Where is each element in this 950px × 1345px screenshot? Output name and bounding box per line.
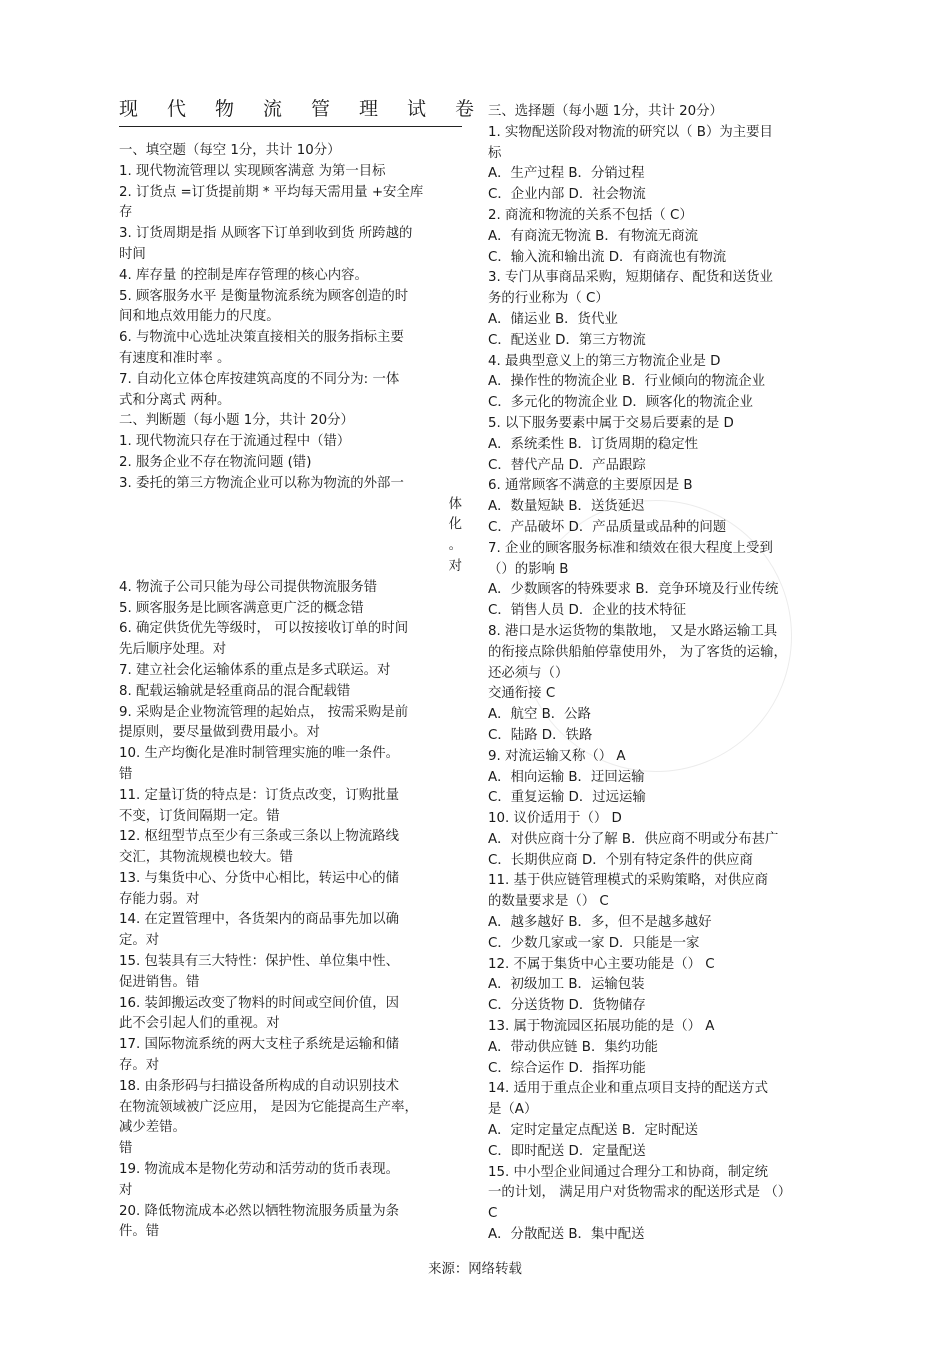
text-line: 对 <box>448 558 462 574</box>
text-line: 1. 现代物流管理以 实现顾客满意 为第一目标 <box>119 163 386 179</box>
text-line: 二、判断题（每小题 1分，共计 20分） <box>119 413 354 429</box>
text-line: 存 <box>119 205 133 221</box>
text-line: 2. 服务企业不存在物流问题 (错) <box>119 454 312 470</box>
text-line: 14. 在定置管理中，各货架内的商品事先加以确 <box>119 912 399 928</box>
text-line: 16. 装卸搬运改变了物料的时间或空间价值，因 <box>119 995 399 1011</box>
right-column <box>488 92 833 1246</box>
source-footer: 来源：网络转载 <box>428 1262 522 1277</box>
text-line: 标 <box>488 145 502 161</box>
text-line: C．分送货物 D．货物储存 <box>488 998 646 1014</box>
text-line: A．数量短缺 B．送货延迟 <box>488 499 645 515</box>
text-line: 件。错 <box>119 1224 160 1240</box>
text-line: 11. 定量订货的特点是：订货点改变，订购批量 <box>119 787 399 803</box>
text-line: 对 <box>119 1182 133 1198</box>
text-line: A．少数顾客的特殊要求 B．竞争环境及行业传统 <box>488 582 779 598</box>
text-line: 10. 生产均衡化是准时制管理实施的唯一条件。 <box>119 746 399 762</box>
text-line: 体 <box>448 496 462 512</box>
text-line: 促进销售。错 <box>119 974 200 990</box>
text-line: 4. 库存量 的控制是库存管理的核心内容。 <box>119 267 368 283</box>
text-line: 先后顺序处理。对 <box>119 642 227 658</box>
text-line: 5. 以下服务要素中属于交易后要素的是 D <box>488 415 734 431</box>
text-line: 11. 基于供应链管理模式的采购策略，对供应商 <box>488 873 768 889</box>
text-line: 存能力弱。对 <box>119 891 200 907</box>
text-line: C．重复运输 D．过远运输 <box>488 790 646 806</box>
text-line: A．航空 B．公路 <box>488 707 591 723</box>
text-line: 时间 <box>119 246 146 262</box>
text-line: 定。对 <box>119 933 160 949</box>
text-line: C．替代产品 D．产品跟踪 <box>488 457 646 473</box>
text-line: C <box>488 1206 498 1222</box>
text-line: A．越多越好 B．多，但不是越多越好 <box>488 915 712 931</box>
title-underline <box>119 126 462 127</box>
text-line: C．少数几家或一家 D．只能是一家 <box>488 935 700 951</box>
text-line: 不变，订货间隔期一定。错 <box>119 808 280 824</box>
text-line: 8. 港口是水运货物的集散地， 又是水路运输工具 <box>488 623 778 639</box>
text-line: 交汇，其物流规模也较大。错 <box>119 850 294 866</box>
left-column <box>119 92 504 1243</box>
text-line: 14. 适用于重点企业和重点项目支持的配送方式 <box>488 1081 768 1097</box>
text-line: C．多元化的物流企业 D．顾客化的物流企业 <box>488 395 753 411</box>
right-question-block <box>488 102 833 1246</box>
text-line: 提原则，要尽量做到费用最小。对 <box>119 725 320 741</box>
text-line: 17. 国际物流系统的两大支柱子系统是运输和储 <box>119 1037 399 1053</box>
text-line: 7. 建立社会化运输体系的重点是多式联运。对 <box>119 662 391 678</box>
text-line: A．储运业 B．货代业 <box>488 311 618 327</box>
text-line: 1. 现代物流只存在于流通过程中（错） <box>119 434 351 450</box>
text-line: A．生产过程 B．分销过程 <box>488 166 645 182</box>
text-line: 在物流领域被广泛应用， 是因为它能提高生产率， <box>119 1099 418 1115</box>
text-line: 三、选择题（每小题 1分，共计 20分） <box>488 104 723 119</box>
text-line: C．销售人员 D．企业的技术特征 <box>488 603 686 619</box>
text-line: 12. 枢纽型节点至少有三条或三条以上物流路线 <box>119 829 399 845</box>
text-line: 务的行业称为（ C） <box>488 291 609 307</box>
text-line: 18. 由条形码与扫描设备所构成的自动识别技术 <box>119 1078 399 1094</box>
text-line: 2. 商流和物流的关系不包括（ C） <box>488 207 693 223</box>
text-line: 此不会引起人们的重视。对 <box>119 1016 280 1032</box>
text-line: 化 <box>448 517 462 533</box>
text-line: 10. 议价适用于（） D <box>488 811 622 827</box>
text-line: 还必须与（） <box>488 665 569 681</box>
text-line: 存。对 <box>119 1058 160 1074</box>
text-line: 的数量要求是（） C <box>488 894 609 910</box>
text-line: 15. 包装具有三大特性：保护性、单位集中性、 <box>119 954 399 970</box>
text-line: C．综合运作 D．指挥功能 <box>488 1060 646 1076</box>
text-line: A．有商流无物流 B．有物流无商流 <box>488 228 699 244</box>
text-line: 3. 专门从事商品采购，短期储存、配货和送货业 <box>488 270 773 286</box>
text-line: C．长期供应商 D．个别有特定条件的供应商 <box>488 852 753 868</box>
text-line: C．陆路 D．铁路 <box>488 727 593 743</box>
text-line: 3. 订货周期是指 从顾客下订单到收到货 所跨越的 <box>119 226 413 242</box>
text-line: C．产品破坏 D．产品质量或品种的问题 <box>488 519 727 535</box>
text-line: 的衔接点除供船舶停靠使用外， 为了客货的运输， <box>488 644 787 660</box>
text-line: （）的影响 B <box>488 561 569 577</box>
text-line: 一、填空题（每空 1分，共计 10分） <box>119 143 341 158</box>
text-line: C．企业内部 D．社会物流 <box>488 187 646 203</box>
text-line: 间和地点效用能力的尺度。 <box>119 309 280 325</box>
text-line: 9. 对流运输又称（） A <box>488 748 626 764</box>
text-line: 19. 物流成本是物化劳动和活劳动的货币表现。 <box>119 1162 399 1178</box>
text-line: A．分散配送 B．集中配送 <box>488 1227 645 1243</box>
text-line: A．操作性的物流企业 B．行业倾向的物流企业 <box>488 374 766 390</box>
text-line: 9. 采购是企业物流管理的起始点， 按需采购是前 <box>119 704 409 720</box>
text-line: 13. 属于物流园区拓展功能的是（） A <box>488 1019 715 1035</box>
text-line: 一的计划， 满足用户对货物需求的配送形式是 （） <box>488 1185 792 1201</box>
text-line: 错 <box>119 1141 133 1157</box>
text-line: C．配送业 D．第三方物流 <box>488 332 646 348</box>
text-line: 6. 确定供货优先等级时， 可以按接收订单的时间 <box>119 621 409 637</box>
text-line: 7. 企业的顾客服务标准和绩效在很大程度上受到 <box>488 540 773 556</box>
text-line: 2. 订货点 =订货提前期 * 平均每天需用量 +安全库 <box>119 184 424 200</box>
text-line: 。 <box>448 538 462 554</box>
text-line: 3. 委托的第三方物流企业可以称为物流的外部一 <box>119 475 404 491</box>
text-line: 8. 配载运输就是轻重商品的混合配载错 <box>119 683 351 699</box>
text-line: A．初级加工 B．运输包装 <box>488 977 645 993</box>
text-line: A．带动供应链 B．集约功能 <box>488 1039 658 1055</box>
text-line: 6. 与物流中心选址决策直接相关的服务指标主要 <box>119 330 404 346</box>
text-line: 交通衔接 C <box>488 686 556 702</box>
text-line: 有速度和准时率 。 <box>119 350 231 366</box>
left-question-block-continued <box>119 578 464 1244</box>
text-line: 4. 物流子公司只能为母公司提供物流服务错 <box>119 579 378 595</box>
text-line: 20. 降低物流成本必然以牺牲物流服务质量为条 <box>119 1203 399 1219</box>
text-line: 13. 与集货中心、分货中心相比，转运中心的储 <box>119 870 399 886</box>
text-line: 12. 不属于集货中心主要功能是（） C <box>488 956 715 972</box>
text-line: C．输入流和输出流 D．有商流也有物流 <box>488 249 727 265</box>
text-line: 减少差错。 <box>119 1120 186 1136</box>
text-line: A．对供应商十分了解 B．供应商不明或分布甚广 <box>488 831 779 847</box>
text-line: 5. 顾客服务是比顾客满意更广泛的概念错 <box>119 600 364 616</box>
text-line: 4. 最典型意义上的第三方物流企业是 D <box>488 353 721 369</box>
text-line: C．即时配送 D．定量配送 <box>488 1143 646 1159</box>
text-line: 1. 实物配送阶段对物流的研究以（ B）为主要目 <box>488 124 773 140</box>
left-question-block <box>119 141 464 495</box>
text-line: 15. 中小型企业间通过合理分工和协商，制定统 <box>488 1164 768 1180</box>
text-line: A．相向运输 B．迂回运输 <box>488 769 645 785</box>
text-line: 错 <box>119 766 133 782</box>
text-line: 7. 自动化立体仓库按建筑高度的不同分为: 一体 <box>119 371 400 387</box>
page-title: 现代物流管理试卷 <box>119 98 504 120</box>
text-line: 6. 通常顾客不满意的主要原因是 B <box>488 478 693 494</box>
left-wrapped-tail <box>119 495 464 578</box>
text-line: A．系统柔性 B．订货周期的稳定性 <box>488 436 699 452</box>
text-line: 是（A） <box>488 1102 538 1118</box>
text-line: 5. 顾客服务水平 是衡量物流系统为顾客创造的时 <box>119 288 409 304</box>
text-line: A．定时定量定点配送 B．定时配送 <box>488 1123 699 1139</box>
text-line: 式和分离式 两种。 <box>119 392 231 408</box>
